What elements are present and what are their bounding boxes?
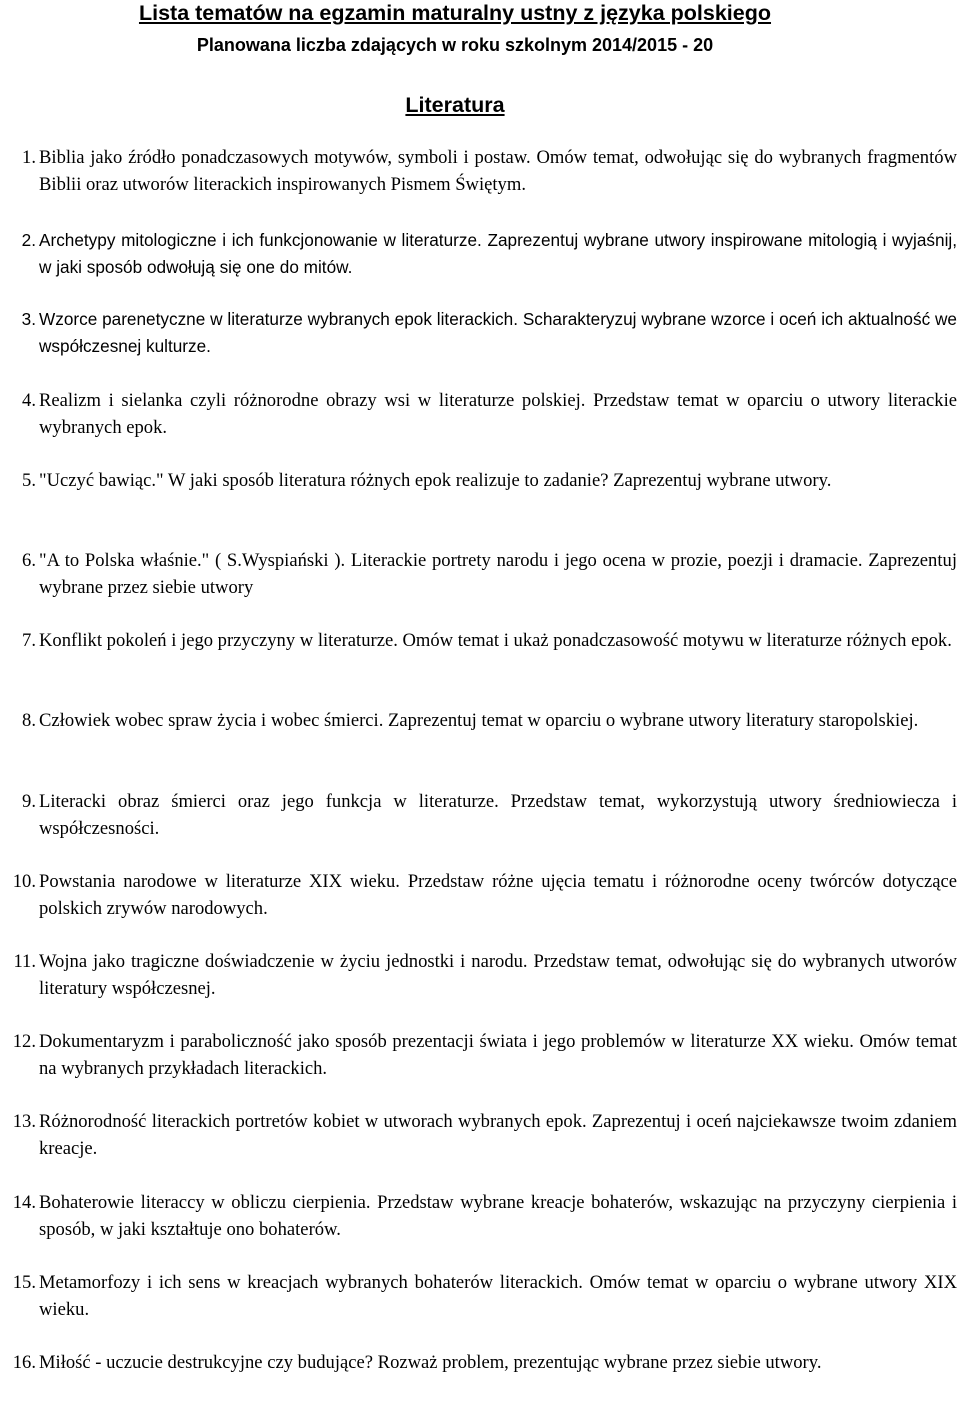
topic-number: 12.	[12, 1031, 36, 1052]
section-heading: Literatura	[405, 93, 505, 117]
topic-number: 2.	[21, 230, 36, 250]
topic-text: Człowiek wobec spraw życia i wobec śmierci. Zaprezentuj temat w oparciu o wybrane utwory literatury staropolskiej.	[39, 710, 919, 731]
topic-text: Wzorce parenetyczne w literaturze wybranych epok literackich. Scharakteryzuj wybrane wzorce i oceń ich aktualność we współczesnej kulturze.	[39, 309, 957, 356]
topic-number: 10.	[12, 871, 36, 892]
topic-number: 15.	[12, 1272, 36, 1293]
topic-text: Miłość - uczucie destrukcyjne czy budujące? Rozważ problem, prezentując wybrane przez siebie utwory.	[39, 1352, 822, 1373]
topic-number: 9.	[22, 791, 36, 812]
topic-text: Różnorodność literackich portretów kobiet w utworach wybranych epok. Zaprezentuj i oceń najciekawsze twoim zdaniem kreacje.	[39, 1111, 957, 1159]
topic-number: 7.	[22, 630, 36, 651]
topic-text: Realizm i sielanka czyli różnorodne obrazy wsi w literaturze polskiej. Przedstaw temat w oparciu o utwory literackie wybranych epok.	[39, 390, 957, 438]
topic-number: 13.	[12, 1111, 36, 1132]
topic-number: 11.	[13, 951, 36, 972]
topic-number: 16.	[12, 1352, 36, 1373]
topic-text: Metamorfozy i ich sens w kreacjach wybranych bohaterów literackich. Omów temat w oparciu o wybrane utwory XIX wieku.	[39, 1272, 957, 1320]
topic-text: Biblia jako źródło ponadczasowych motywów, symboli i postaw. Omów temat, odwołując się do wybranych fragmentów Biblii oraz utworów literackich inspirowanych Pismem Świętym.	[39, 147, 957, 195]
page-subtitle: Planowana liczba zdających w roku szkolnym 2014/2015 - 20	[196, 35, 714, 55]
topic-text: Wojna jako tragiczne doświadczenie w życiu jednostki i narodu. Przedstaw temat, odwołując się do wybranych utworów literatury współczesnej.	[39, 951, 957, 999]
page-title: Lista tematów na egzamin maturalny ustny z języka polskiego	[138, 1, 772, 25]
topic-text: "Uczyć bawiąc." W jaki sposób literatura różnych epok realizuje to zadanie? Zaprezentuj wybrane utwory.	[39, 470, 832, 491]
topic-text: "A to Polska właśnie." ( S.Wyspiański ). Literackie portrety narodu i jego ocena w prozie, poezji i dramacie. Zaprezentuj wybrane przez siebie utwory	[39, 550, 957, 598]
topic-text: Powstania narodowe w literaturze XIX wieku. Przedstaw różne ujęcia tematu i różnorodne oceny twórców dotyczące polskich zrywów narodowych.	[39, 871, 957, 919]
topic-text: Konflikt pokoleń i jego przyczyny w literaturze. Omów temat i ukaż ponadczasowość motywu w literaturze różnych epok.	[39, 630, 952, 651]
topic-number: 3.	[21, 309, 36, 329]
topic-number: 8.	[22, 710, 36, 731]
topic-number: 6.	[22, 550, 36, 571]
topic-number: 4.	[22, 390, 36, 411]
topic-text: Literacki obraz śmierci oraz jego funkcja w literaturze. Przedstaw temat, wykorzystują utwory średniowiecza i współczesności.	[39, 791, 957, 839]
topic-text: Bohaterowie literaccy w obliczu cierpienia. Przedstaw wybrane kreacje bohaterów, wskazując na przyczyny cierpienia i sposób, w jaki kształtuje ono bohaterów.	[39, 1192, 957, 1240]
topic-number: 5.	[22, 470, 36, 491]
topic-text: Archetypy mitologiczne i ich funkcjonowanie w literaturze. Zaprezentuj wybrane utwory inspirowane mitologią i wyjaśnij, w jaki sposób odwołują się one do mitów.	[39, 230, 957, 277]
topic-number: 14.	[12, 1192, 36, 1213]
topic-number: 1.	[22, 147, 36, 168]
topic-text: Dokumentaryzm i paraboliczność jako sposób prezentacji świata i jego problemów w literaturze XX wieku. Omów temat na wybranych przykładach literackich.	[39, 1031, 957, 1079]
